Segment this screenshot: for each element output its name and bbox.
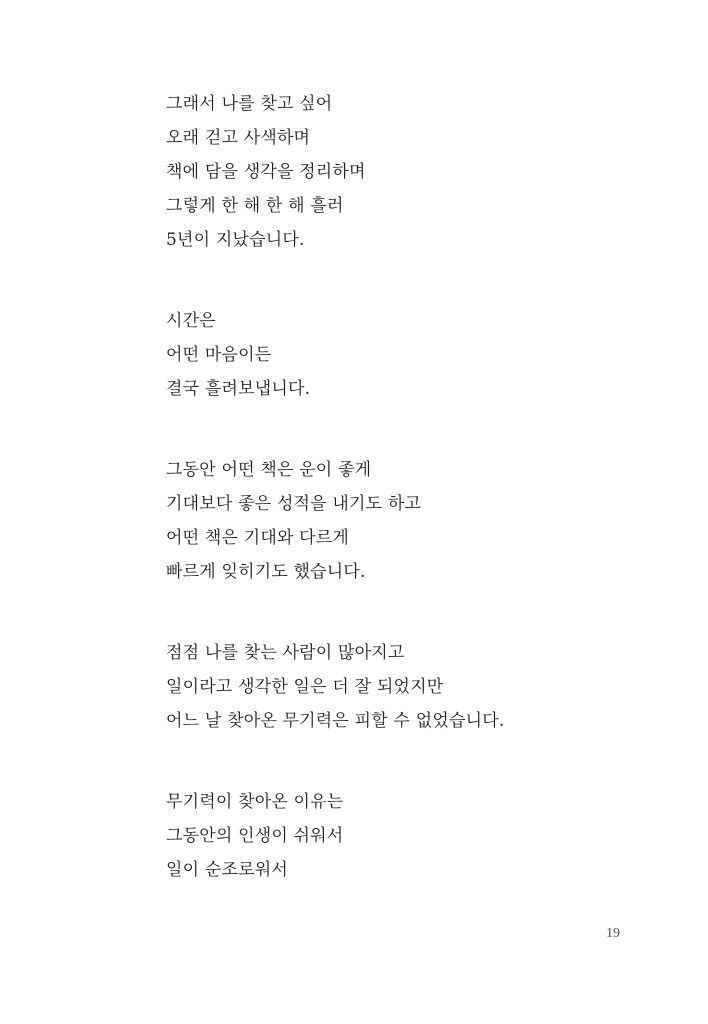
text-line: 5년이 지났습니다. (166, 230, 305, 250)
page-number: 19 (606, 926, 620, 941)
text-line: 그동안의 인생이 쉬워서 (166, 826, 344, 846)
text-line: 어떤 마음이든 (166, 345, 272, 365)
text-line: 시간은 (166, 311, 216, 331)
text-line: 무기력이 찾아온 이유는 (166, 792, 344, 812)
text-line: 그동안 어떤 책은 운이 좋게 (166, 460, 372, 480)
text-line: 일이 순조로워서 (166, 860, 288, 880)
text-line: 어느 날 찾아온 무기력은 피할 수 없었습니다. (166, 711, 505, 731)
stanza-5 (166, 785, 666, 887)
text-line: 점점 나를 찾는 사람이 많아지고 (166, 643, 405, 663)
text-line: 책에 담을 생각을 정리하며 (166, 162, 366, 182)
stanza-4 (166, 636, 666, 738)
text-line: 결국 흘려보냅니다. (166, 379, 311, 399)
stanza-2 (166, 304, 666, 406)
poem-body (166, 87, 666, 934)
text-line: 그렇게 한 해 한 해 흘러 (166, 196, 344, 216)
text-line: 오래 걷고 사색하며 (166, 128, 311, 148)
stanza-1 (166, 87, 666, 257)
text-line: 빠르게 잊히기도 했습니다. (166, 562, 366, 582)
text-line: 어떤 책은 기대와 다르게 (166, 528, 350, 548)
text-line: 그래서 나를 찾고 싶어 (166, 94, 333, 114)
stanza-3 (166, 453, 666, 589)
text-line: 일이라고 생각한 일은 더 잘 되었지만 (166, 677, 444, 697)
text-line: 기대보다 좋은 성적을 내기도 하고 (166, 494, 422, 514)
